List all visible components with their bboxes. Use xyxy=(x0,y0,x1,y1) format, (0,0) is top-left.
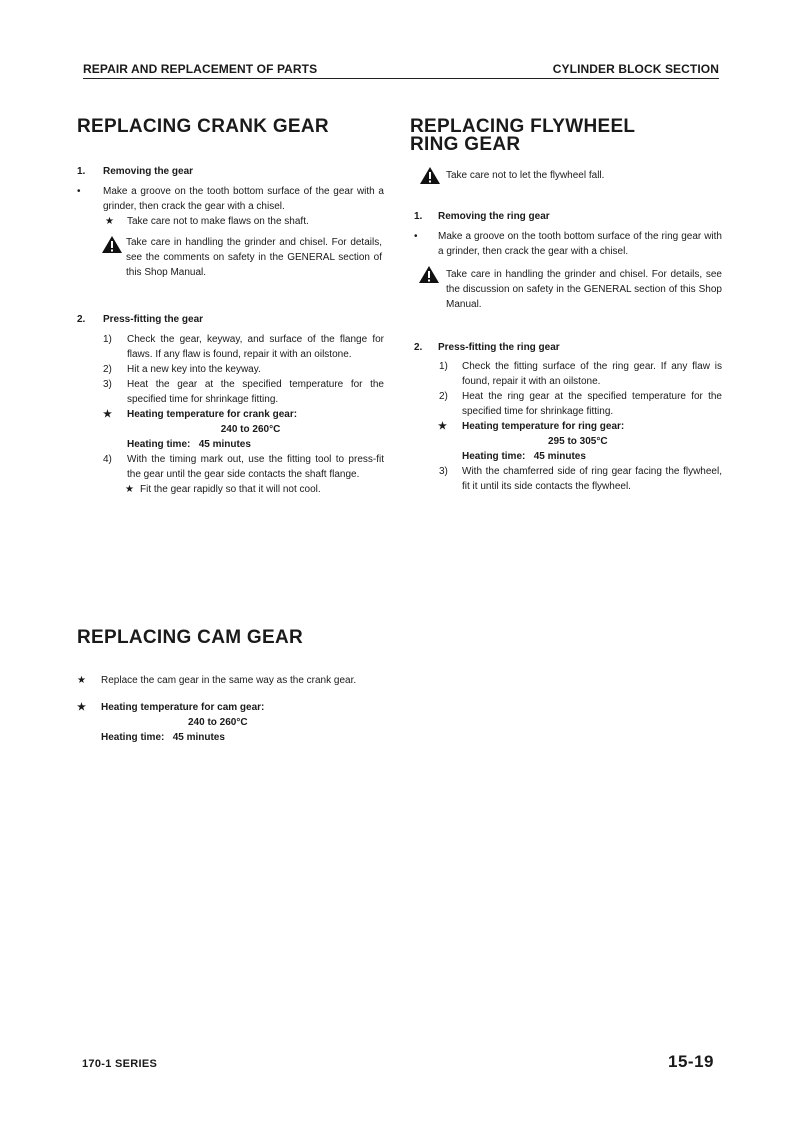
warning-triangle-icon xyxy=(419,166,441,185)
flywheel-step1-heading: 1. Removing the ring gear xyxy=(414,211,550,222)
flywheel-step1-warning: Take care in handling the grinder and chisel. For details, see the discussion on safety in the GENERAL section of this Shop Manual. xyxy=(410,267,722,312)
flywheel-step2-sub2: 2) Heat the ring gear at the specified temperature for the specified time for shrinkage fitting. xyxy=(439,391,722,417)
crank-step2-sub4: 4) With the timing mark out, use the fitting tool to press-fit the gear until the gear side contacts the shaft flange. xyxy=(103,454,384,480)
page-header xyxy=(83,58,719,79)
star-icon: ★ xyxy=(125,484,134,495)
flywheel-title-line1: REPLACING FLYWHEEL xyxy=(410,116,636,137)
star-icon: ★ xyxy=(103,409,112,420)
crank-heat-time: Heating time: 45 minutes xyxy=(127,439,251,450)
cam-gear-note: ★ Replace the cam gear in the same way as the crank gear. xyxy=(77,675,357,686)
flywheel-title-line2: RING GEAR xyxy=(410,134,521,155)
crank-step2-sub3: 3) Heat the gear at the specified temperature for the specified time for shrinkage fitting. xyxy=(103,379,384,405)
crank-heat-temp-label: ★ Heating temperature for crank gear: xyxy=(103,409,298,420)
page-number: 15-19 xyxy=(668,1052,714,1071)
flywheel-heat-temp-value: 295 to 305°C xyxy=(548,436,608,447)
flywheel-step1-text: • Make a groove on the tooth bottom surface of the ring gear with a grinder, then crack the gear with a chisel. xyxy=(414,231,722,257)
cam-heat-time: Heating time: 45 minutes xyxy=(101,732,225,743)
left-column xyxy=(77,118,384,497)
warning-triangle-icon xyxy=(418,265,440,284)
cam-gear-section xyxy=(77,629,384,745)
flywheel-warning: Take care not to let the flywheel fall. xyxy=(410,168,722,183)
crank-gear-title: REPLACING CRANK GEAR xyxy=(77,116,329,137)
flywheel-heat-temp-label: ★ Heating temperature for ring gear: xyxy=(438,421,625,432)
crank-step1-warning: Take care in handling the grinder and chisel. For details, see the comments on safety in the GENERAL section of this Shop Manual. xyxy=(77,235,384,280)
cam-gear-title: REPLACING CAM GEAR xyxy=(77,627,304,648)
star-icon: ★ xyxy=(438,421,447,432)
flywheel-step2-sub1: 1) Check the fitting surface of the ring gear. If any flaw is found, repair it with an oilstone. xyxy=(439,361,722,387)
star-icon: ★ xyxy=(77,675,86,686)
cam-heat-temp-label: ★ Heating temperature for cam gear: xyxy=(77,702,265,713)
star-icon: ★ xyxy=(105,216,114,227)
crank-step2-sub4-note: ★ Fit the gear rapidly so that it will not cool. xyxy=(125,484,321,495)
flywheel-heat-time: Heating time: 45 minutes xyxy=(462,451,586,462)
crank-step1-heading: 1. Removing the gear xyxy=(77,166,194,177)
flywheel-step2-heading: 2. Press-fitting the ring gear xyxy=(414,342,560,353)
crank-step1-text: • Make a groove on the tooth bottom surface of the gear with a grinder, then crack the gear with a chisel. xyxy=(77,186,384,212)
right-column xyxy=(410,118,722,494)
crank-step2-sub1: 1) Check the gear, keyway, and surface of the flange for flaws. If any flaw is found, repair it with an oilstone. xyxy=(103,334,384,360)
star-icon: ★ xyxy=(77,702,86,713)
cam-heat-temp-value: 240 to 260°C xyxy=(188,717,248,728)
warning-triangle-icon xyxy=(101,235,123,254)
header-subsection-title: CYLINDER BLOCK SECTION xyxy=(552,62,719,76)
footer-series: 170-1 SERIES xyxy=(82,1058,158,1070)
header-section-title: REPAIR AND REPLACEMENT OF PARTS xyxy=(83,62,318,76)
crank-step2-sub2: 2) Hit a new key into the keyway. xyxy=(103,364,261,375)
crank-heat-temp-value: 240 to 260°C xyxy=(220,424,281,435)
flywheel-step2-sub3: 3) With the chamferred side of ring gear facing the flywheel, fit it until its side contacts the flywheel. xyxy=(439,466,722,492)
crank-step2-heading: 2. Press-fitting the gear xyxy=(77,314,204,325)
crank-step1-note: ★ Take care not to make flaws on the shaft. xyxy=(105,216,309,227)
